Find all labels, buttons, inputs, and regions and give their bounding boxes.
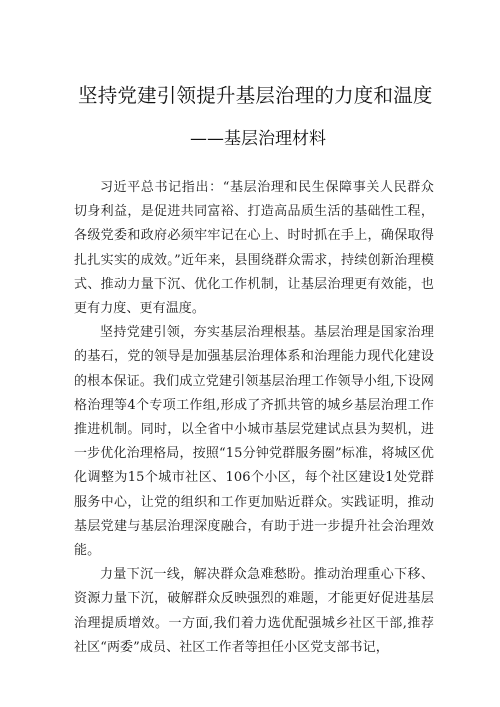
paragraph-quote: 习近平总书记指出：“基层治理和民生保障事关人民群众切身利益，是促进共同富裕、打造高品质生活的基础性工程，各级党委和政府必须牢牢记在心上、时时抓在手上，确保取得扎扎实实的成效。”近年来，县围绕群众需求，持续创新治理模式、推动力量下沉、优化工作机制，让基层治理更有效能，也更有力度、更有温度。 — [74, 180, 434, 317]
document-subtitle: ——基层治理材料 — [190, 129, 326, 149]
document-body — [74, 176, 434, 660]
paragraph-party-leadership: 坚持党建引领，夯实基层治理根基。基层治理是国家治理的基石，党的领导是加强基层治理体系和治理能力现代化建设的根本保证。我们成立党建引领基层治理工作领导小组,下设网格治理等4个专项工作组,形成了齐抓共管的城乡基层治理工作推进机制。同时，以全省中小城市基层党建试点县为契机，进一步优化治理格局，按照“15分钟党群服务圈”标准，将城区优化调整为15个城市社区、106个小区，每个社区建设1处党群服务中心，让党的组织和工作更加贴近群众。实践证明，推动基层党建与基层治理深度融合，有助于进一步提升社会治理效能。 — [74, 325, 434, 559]
paragraph-resources-downward: 力量下沉一线，解决群众急难愁盼。推动治理重心下移、资源力量下沉，破解群众反映强烈的难题，才能更好促进基层治理提质增效。一方面,我们着力选优配强城乡社区干部,推荐社区“两委”成员、社区工作者等担任小区党支部书记， — [74, 567, 434, 655]
document-title: 坚持党建引领提升基层治理的力度和温度 — [78, 84, 433, 107]
